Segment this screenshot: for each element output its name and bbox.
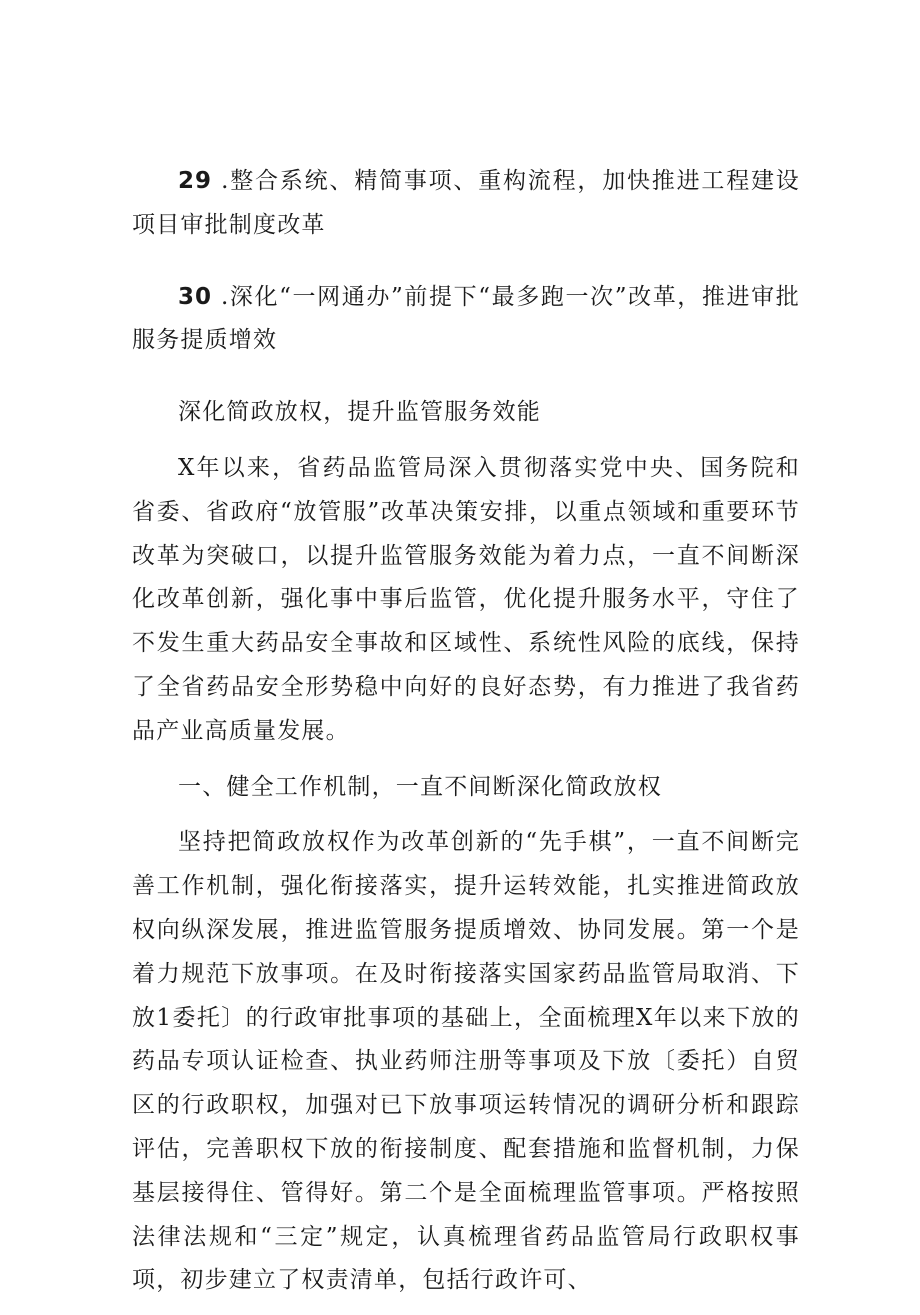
list-item-29 [132,160,800,248]
item-number: 30 [178,283,213,310]
list-item-30 [132,276,800,364]
document-page [132,160,800,1315]
section-heading-1: 一、健全工作机制，一直不间断深化简政放权 [178,773,662,800]
intro-paragraph: X年以来，省药品监管局深入贯彻落实党中央、国务院和省委、省政府“放管服”改革决策安排，以重点领域和重要环节改革为突破口，以提升监管服务效能为着力点，一直不间断深化改革创新，强化事中事后监管，优化提升服务水平，守住了不发生重大药品安全事故和区域性、系统性风险的底线，保持了全省药品安全形势稳中向好的良好态势，有力推进了我省药品产业高质量发展。 [132,454,800,744]
section-body-1: 坚持把简政放权作为改革创新的“先手棋”，一直不间断完善工作机制，强化衔接落实，提升运转效能，扎实推进简政放权向纵深发展，推进监管服务提质增效、协同发展。第一个是着力规范下放事项。在及时衔接落实国家药品监管局取消、下放1委托〕的行政审批事项的基础上，全面梳理X年以来下放的药品专项认证检查、执业药师注册等事项及下放〔委托）自贸区的行政职权，加强对已下放事项运转情况的调研分析和跟踪评估，完善职权下放的衔接制度、配套措施和监督机制，力保基层接得住、管得好。第二个是全面梳理监管事项。严格按照法律法规和“三定”规定，认真梳理省药品监管局行政职权事项，初步建立了权责清单，包括行政许可、 [132,829,800,1294]
item-separator: . [212,283,230,310]
section-subtitle: 深化简政放权，提升监管服务效能 [178,399,541,426]
item-separator: . [212,168,230,194]
item-text: 深化“一网通办”前提下“最多跑一次”改革，推进审批服务提质增效 [132,283,800,354]
item-text: 整合系统、精简事项、重构流程，加快推进工程建设项目审批制度改革 [132,168,800,238]
item-number: 29 [178,168,213,194]
